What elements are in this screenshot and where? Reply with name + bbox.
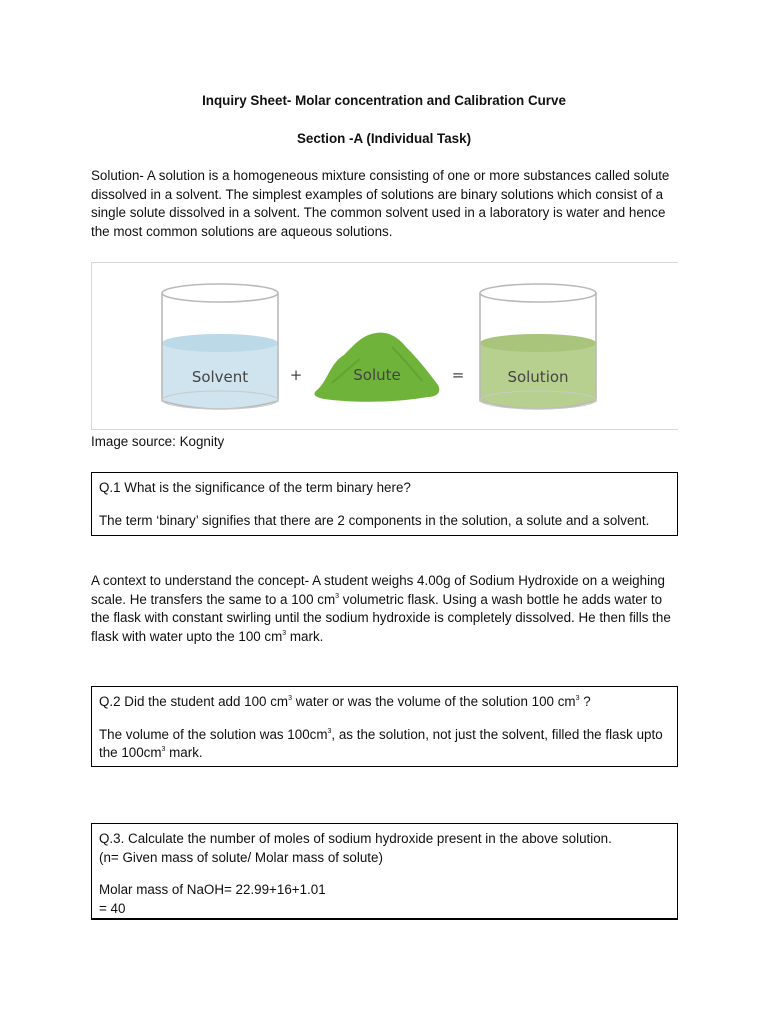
question-3-result: = 40: [99, 900, 126, 916]
question-3-box: [91, 823, 678, 920]
solvent-beaker: [162, 284, 278, 409]
solute-label: Solute: [353, 366, 401, 384]
question-3-molar-mass: Molar mass of NaOH= 22.99+16+1.01: [99, 882, 326, 898]
question-2-text: Q.2 Did the student add 100 $cm^3$ water or was the volume of the solution 100 $cm^3$ ?: [99, 694, 591, 709]
page-title: Inquiry Sheet- Molar concentration and Calibration Curve: [202, 93, 566, 108]
question-1-text: Q.1 What is the significance of the term binary here?: [99, 480, 411, 495]
question-2-box: [91, 686, 678, 767]
solution-label: Solution: [507, 368, 569, 386]
intro-paragraph: Solution- A solution is a homogeneous mixture consisting of one or more substances called solute dissolved in a solvent. The simplest examples of solutions are binary solutions which consist of a single solute dissolved in a solvent. The common solvent used in a laboratory is water and hence the most common solutions are aqueous solutions.: [91, 168, 670, 239]
solution-diagram-svg: [92, 263, 679, 431]
context-paragraph: A context to understand the concept- A student weighs 4.00g of Sodium Hydroxide on a weighing scale. He transfers the same to a 100 $cm^3$ volumetric flask. Using a wash bottle he adds water to the flask with constant swirling until the sodium hydroxide is completely dissolved. He then fills the flask with water upto the 100 $cm^3$ mark.: [91, 573, 671, 644]
plus-sign: +: [289, 366, 303, 384]
question-3-text: Q.3. Calculate the number of moles of sodium hydroxide present in the above solution.: [99, 831, 612, 846]
question-1-box: [91, 472, 678, 536]
question-3-formula: (n= Given mass of solute/ Molar mass of solute): [99, 849, 383, 865]
question-1-answer: The term ‘binary’ signifies that there are 2 components in the solution, a solute and a solvent.: [99, 512, 650, 528]
solution-beaker: [480, 284, 596, 409]
equals-sign: =: [451, 366, 465, 384]
image-source-caption: Image source: Kognity: [91, 434, 225, 449]
question-2-answer: The volume of the solution was $100cm^3$, as the solution, not just the solvent, filled the flask upto the $100cm^3$ mark.: [99, 726, 663, 761]
solvent-label: Solvent: [191, 368, 249, 386]
section-heading: Section -A (Individual Task): [296, 131, 472, 146]
solution-diagram: [91, 262, 678, 430]
